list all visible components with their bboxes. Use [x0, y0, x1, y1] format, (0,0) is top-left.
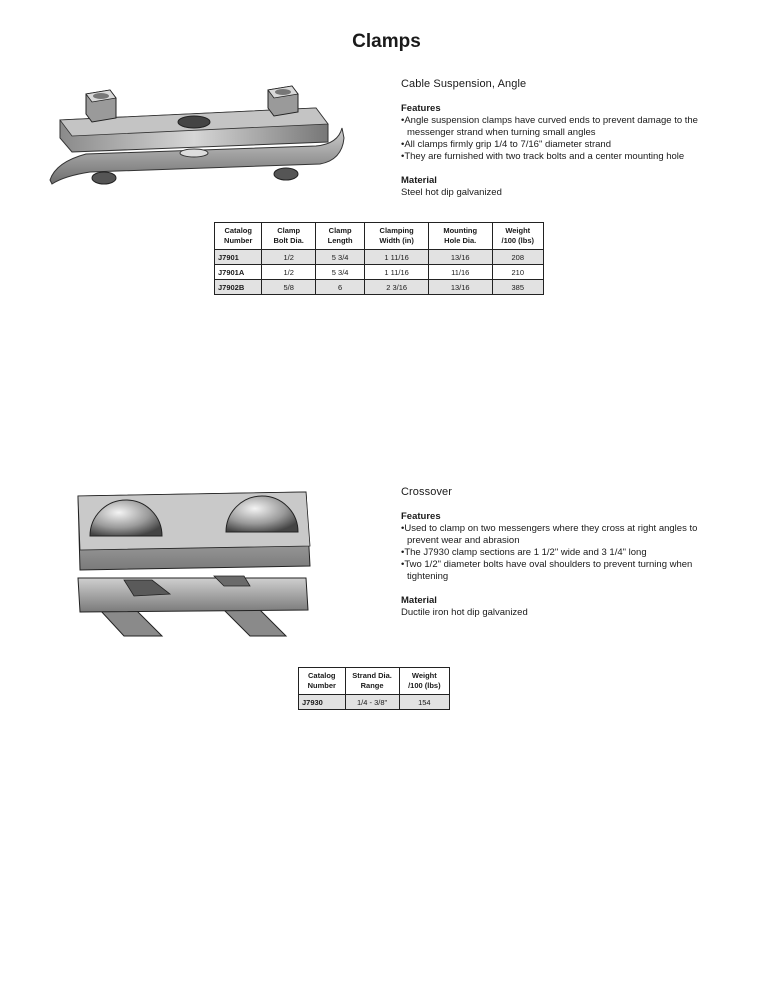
- features-list: [401, 523, 731, 583]
- material-text: Ductile iron hot dip galvanized: [401, 607, 528, 618]
- table-cell: 13/16: [428, 250, 492, 265]
- col-header: Clamping Width (in): [365, 223, 429, 250]
- col-header: Strand Dia. Range: [345, 668, 399, 695]
- table-cell: 1/2: [262, 265, 315, 280]
- col-header: Clamp Bolt Dia.: [262, 223, 315, 250]
- feature-item: • Two 1/2" diameter bolts have oval shoulders to prevent turning when tightening: [401, 559, 731, 583]
- col-header: Weight /100 (lbs): [492, 223, 544, 250]
- table-cell: 208: [492, 250, 544, 265]
- table-cell: J7901A: [215, 265, 262, 280]
- table-cell: 2 3/16: [365, 280, 429, 295]
- col-header: Weight /100 (lbs): [399, 668, 449, 695]
- table-cell: 210: [492, 265, 544, 280]
- table-cell: 154: [399, 695, 449, 710]
- table-cell: 11/16: [428, 265, 492, 280]
- table-cell: J7902B: [215, 280, 262, 295]
- table-row: [299, 695, 450, 710]
- features-heading: Features: [401, 511, 441, 522]
- features-heading: Features: [401, 103, 441, 114]
- material-text: Steel hot dip galvanized: [401, 187, 502, 198]
- col-header: Catalog Number: [299, 668, 346, 695]
- table-row: [215, 280, 544, 295]
- table-cell: 1/4 - 3/8": [345, 695, 399, 710]
- table-cell: 6: [315, 280, 364, 295]
- table-cell: J7901: [215, 250, 262, 265]
- table-row: [215, 265, 544, 280]
- feature-item: • The J7930 clamp sections are 1 1/2" wide and 3 1/4" long: [401, 547, 731, 559]
- section-title-crossover: Crossover: [401, 486, 453, 498]
- feature-item: • They are furnished with two track bolts and a center mounting hole: [401, 151, 741, 163]
- col-header: Clamp Length: [315, 223, 364, 250]
- feature-item: • All clamps firmly grip 1/4 to 7/16" diameter strand: [401, 139, 741, 151]
- features-list: [401, 115, 741, 163]
- table-header-row: [299, 668, 450, 695]
- col-header: Catalog Number: [215, 223, 262, 250]
- table-cell: 5 3/4: [315, 250, 364, 265]
- feature-item: • Angle suspension clamps have curved ends to prevent damage to the messenger strand when turning small angles: [401, 115, 741, 139]
- section-title-cable-suspension: Cable Suspension, Angle: [401, 78, 527, 90]
- table-cell: 13/16: [428, 280, 492, 295]
- table-cell: 5 3/4: [315, 265, 364, 280]
- spec-table-crossover: [298, 667, 450, 710]
- table-cell: 1 11/16: [365, 250, 429, 265]
- angle-suspension-clamp-image: [46, 80, 346, 190]
- table-cell: 1 11/16: [365, 265, 429, 280]
- page-title: Clamps: [352, 31, 421, 52]
- table-row: [215, 250, 544, 265]
- crossover-details: [401, 511, 731, 619]
- crossover-clamp-image: [74, 486, 314, 646]
- feature-item: • Used to clamp on two messengers where they cross at right angles to prevent wear and abrasion: [401, 523, 731, 547]
- cable-suspension-details: [401, 103, 741, 199]
- table-header-row: [215, 223, 544, 250]
- col-header: Mounting Hole Dia.: [428, 223, 492, 250]
- material-heading: Material: [401, 175, 437, 186]
- table-cell: 385: [492, 280, 544, 295]
- material-heading: Material: [401, 595, 437, 606]
- spec-table-cable-suspension: [214, 222, 544, 295]
- table-cell: 5/8: [262, 280, 315, 295]
- table-cell: 1/2: [262, 250, 315, 265]
- table-cell: J7930: [299, 695, 346, 710]
